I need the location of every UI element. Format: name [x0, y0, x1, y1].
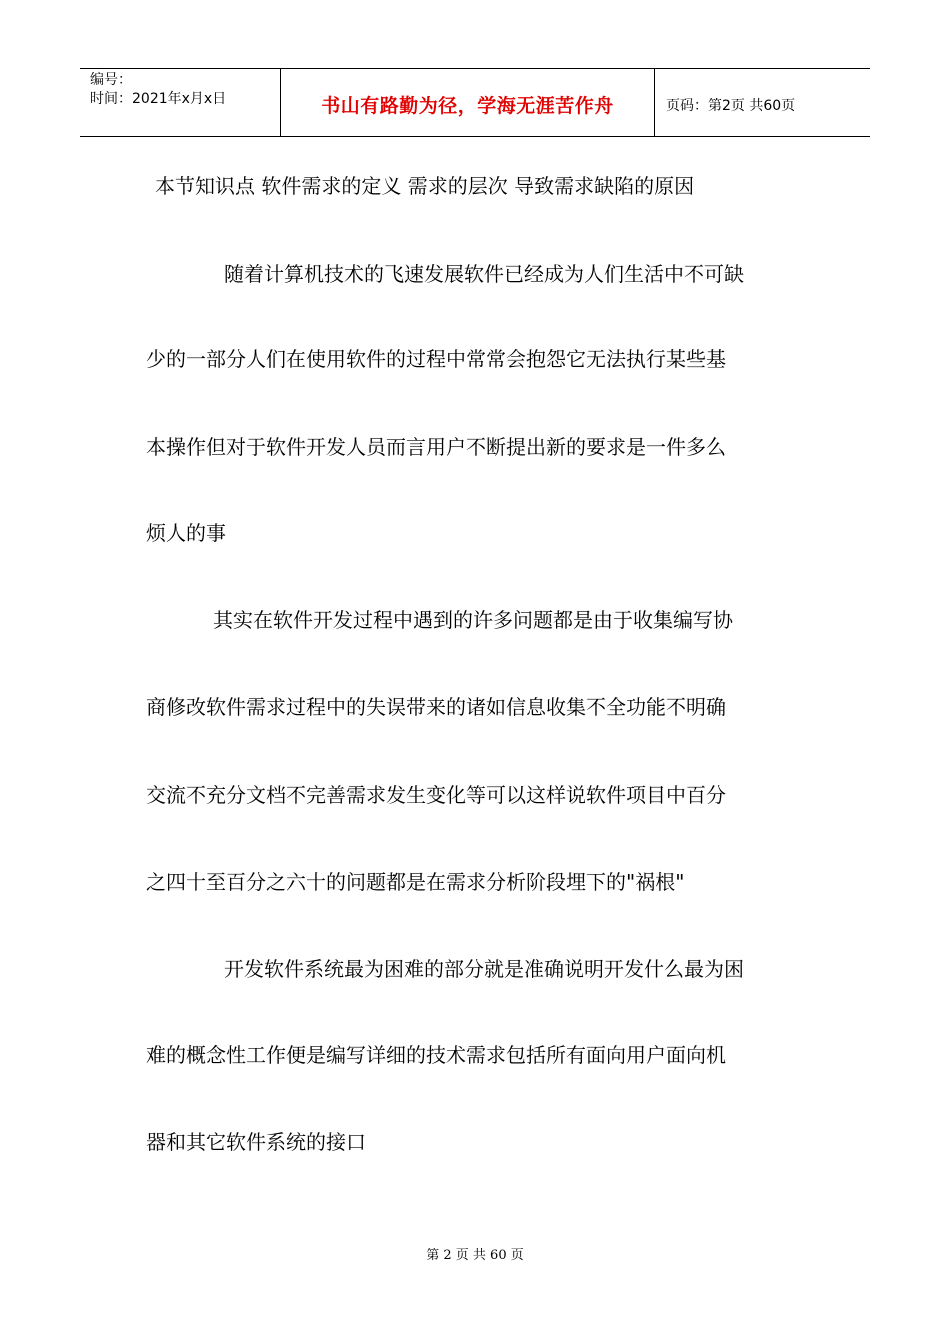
header-motto-cell: [281, 69, 655, 136]
header-page-cell: [655, 69, 870, 136]
paragraph-line: 难的概念性工作便是编写详细的技术需求包括所有面向用户面向机: [146, 1043, 726, 1067]
paragraph-line: 交流不充分文档不完善需求发生变化等可以这样说软件项目中百分: [146, 783, 726, 807]
header-motto: 书山有路勤为径，学海无涯苦作舟: [321, 95, 614, 117]
paragraph-line: 商修改软件需求过程中的失误带来的诸如信息收集不全功能不明确: [146, 695, 726, 719]
document-date: 时间：2021年x月x日: [90, 91, 227, 107]
header-page-number: 页码：第2页 共60页: [666, 97, 796, 114]
paragraph-line: 器和其它软件系统的接口: [146, 1130, 366, 1154]
paragraph-line: 开发软件系统最为困难的部分就是准确说明开发什么最为困: [224, 957, 744, 981]
paragraph-line: 随着计算机技术的飞速发展软件已经成为人们生活中不可缺: [224, 262, 744, 286]
paragraph-line: 少的一部分人们在使用软件的过程中常常会抱怨它无法执行某些基: [146, 347, 726, 371]
paragraph-line: 之四十至百分之六十的问题都是在需求分析阶段埋下的"祸根": [146, 870, 685, 894]
document-number: 编号：: [90, 72, 132, 88]
paragraph-line: 烦人的事: [146, 521, 226, 545]
knowledge-points-line: 本节知识点 软件需求的定义 需求的层次 导致需求缺陷的原因: [155, 174, 695, 198]
page-footer: 第 2 页 共 60 页: [426, 1248, 524, 1263]
page-header: [80, 68, 870, 137]
paragraph-line: 本操作但对于软件开发人员而言用户不断提出新的要求是一件多么: [146, 435, 726, 459]
paragraph-line: 其实在软件开发过程中遇到的许多问题都是由于收集编写协: [213, 608, 733, 632]
header-info-cell: [80, 69, 281, 136]
